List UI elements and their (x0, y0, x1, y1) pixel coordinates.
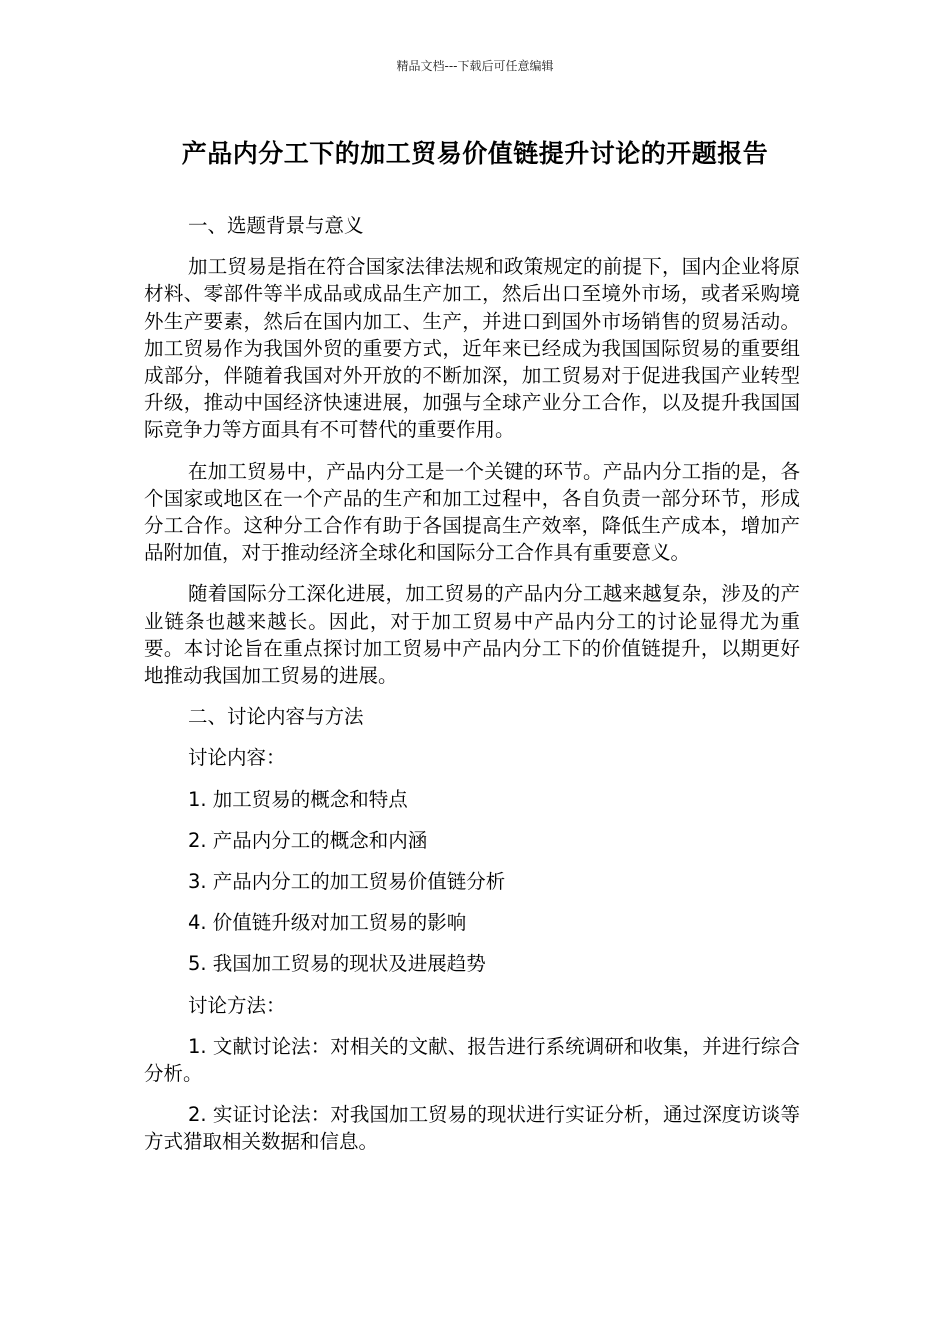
header-note: 精品文档---下载后可任意编辑 (396, 59, 554, 73)
content-item: 4. 价值链升级对加工贸易的影响 (188, 911, 467, 935)
paragraph-processing-trade-definition: 加工贸易是指在符合国家法律法规和政策规定的前提下，国内企业将原材料、零部件等半成品或成品生产加工，然后出口至境外市场，或者采购境外生产要素，然后在国内加工、生产，并进口到国外市场销售的贸易活动。加工贸易作为我国外贸的重要方式，近年来已经成为我国国际贸易的重要组成部分，伴随着我国对外开放的不断加深，加工贸易对于促进我国产业转型升级，推动中国经济快速进展，加强与全球产业分工合作，以及提升我国国际竞争力等方面具有不可替代的重要作用。 (144, 255, 800, 442)
content-label: 讨论内容： (188, 746, 286, 770)
method-item: 1. 文献讨论法：对相关的文献、报告进行系统调研和收集，并进行综合分析。 (144, 1034, 800, 1086)
document-title: 产品内分工下的加工贸易价值链提升讨论的开题报告 (181, 139, 769, 168)
content-item: 1. 加工贸易的概念和特点 (188, 787, 408, 811)
content-item: 5. 我国加工贸易的现状及进展趋势 (188, 952, 486, 976)
paragraph-intra-product-division: 在加工贸易中，产品内分工是一个关键的环节。产品内分工指的是，各个国家或地区在一个产品的生产和加工过程中，各自负责一部分环节，形成分工合作。这种分工合作有助于各国提高生产效率，降低生产成本，增加产品附加值，对于推动经济全球化和国际分工合作具有重要意义。 (144, 459, 800, 565)
method-label: 讨论方法： (188, 993, 286, 1017)
section-heading-content-method: 二、讨论内容与方法 (188, 705, 364, 729)
paragraph-research-purpose: 随着国际分工深化进展，加工贸易的产品内分工越来越复杂，涉及的产业链条也越来越长。因此，对于加工贸易中产品内分工的讨论显得尤为重要。本讨论旨在重点探讨加工贸易中产品内分工下的价值链提升，以期更好地推动我国加工贸易的进展。 (144, 582, 800, 688)
content-item: 2. 产品内分工的概念和内涵 (188, 828, 428, 852)
content-item: 3. 产品内分工的加工贸易价值链分析 (188, 870, 506, 894)
document-body (144, 212, 800, 1170)
section-heading-background: 一、选题背景与意义 (188, 214, 364, 237)
method-item: 2. 实证讨论法：对我国加工贸易的现状进行实证分析，通过深度访谈等方式猎取相关数据和信息。 (144, 1103, 800, 1154)
